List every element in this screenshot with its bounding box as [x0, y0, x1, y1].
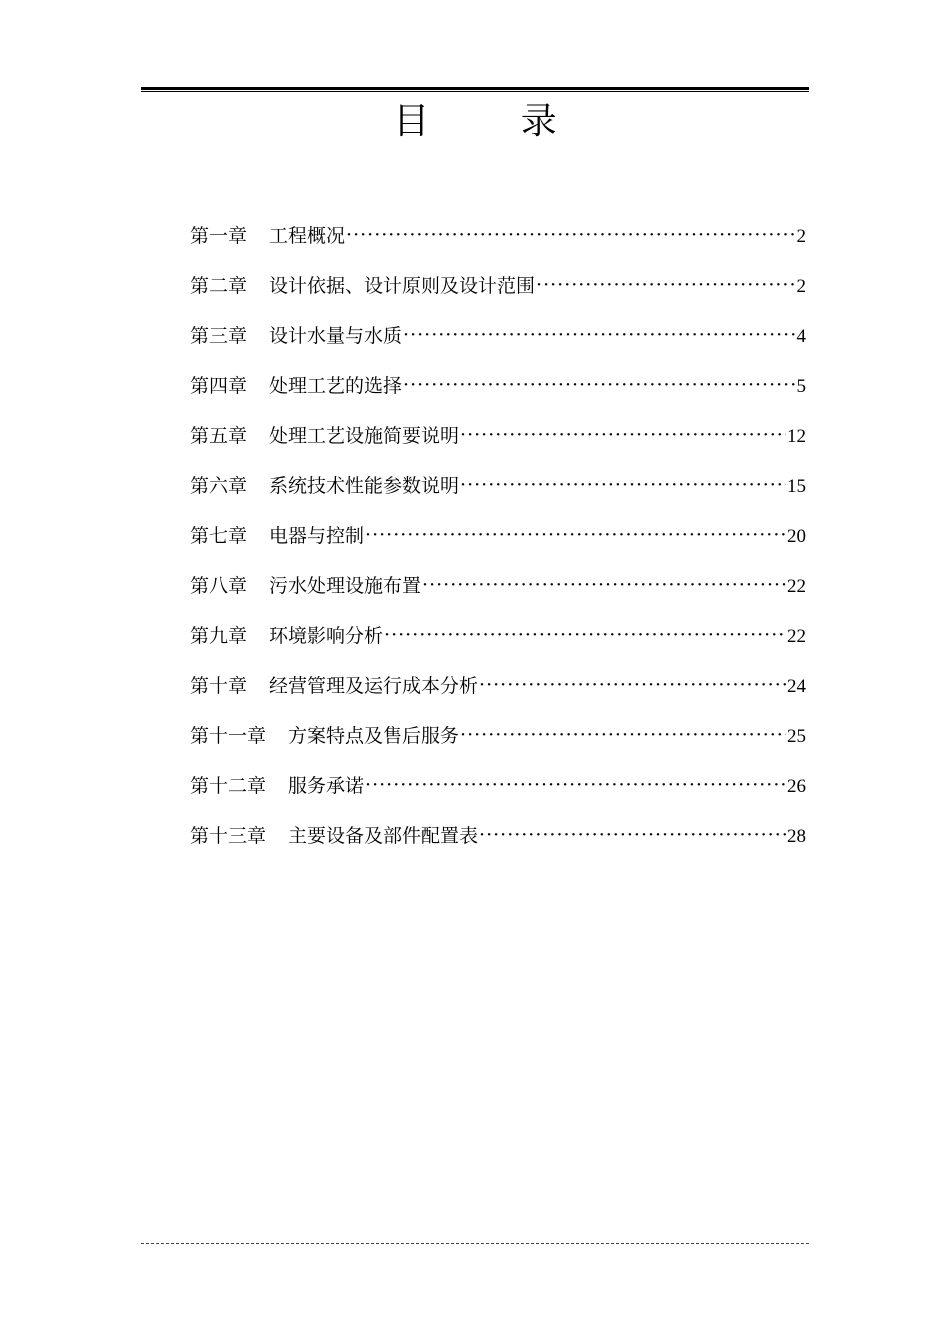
toc-entry[interactable]	[190, 820, 806, 870]
toc-chapter-title: 环境影响分析	[269, 625, 384, 647]
toc-chapter-number: 第七章	[190, 525, 248, 547]
toc-chapter-number: 第四章	[190, 375, 248, 397]
toc-leader-dots	[536, 269, 795, 301]
toc-page-number: 5	[796, 376, 806, 397]
toc-chapter-title: 经营管理及运行成本分析	[269, 675, 479, 697]
toc-page-number: 25	[787, 726, 806, 747]
toc-chapter-title: 处理工艺的选择	[269, 375, 403, 397]
toc-entry[interactable]	[190, 220, 806, 270]
toc-chapter-title: 设计水量与水质	[269, 325, 403, 347]
toc-chapter-title: 主要设备及部件配置表	[288, 825, 479, 847]
toc-leader-dots	[422, 569, 786, 601]
toc-leader-dots	[479, 819, 786, 851]
toc-chapter-number: 第三章	[190, 325, 248, 347]
toc-heading: 目 录	[393, 101, 597, 142]
toc-chapter-number: 第十章	[190, 675, 248, 697]
toc-entry[interactable]	[190, 670, 806, 720]
toc-chapter-number: 第八章	[190, 575, 248, 597]
toc-entry[interactable]	[190, 470, 806, 520]
toc-page-number: 12	[787, 426, 806, 447]
toc-page-number: 4	[796, 326, 806, 347]
toc-leader-dots	[403, 369, 795, 401]
toc-entry[interactable]	[190, 270, 806, 320]
toc-entry[interactable]	[190, 370, 806, 420]
toc-leader-dots	[365, 519, 786, 551]
toc-chapter-number: 第二章	[190, 275, 248, 297]
toc-leader-dots	[403, 319, 795, 351]
toc-leader-dots	[460, 469, 786, 501]
toc-chapter-number: 第六章	[190, 475, 248, 497]
toc-chapter-title: 电器与控制	[269, 525, 365, 547]
toc-page-number: 15	[787, 476, 806, 497]
toc-leader-dots	[384, 619, 786, 651]
toc-chapter-title: 设计依据、设计原则及设计范围	[269, 275, 536, 297]
toc-page-number: 22	[787, 576, 806, 597]
toc-page-number: 26	[787, 776, 806, 797]
header-double-rule	[141, 87, 809, 92]
toc-page-number: 2	[796, 276, 806, 297]
toc-page-number: 20	[787, 526, 806, 547]
toc-entry[interactable]	[190, 770, 806, 820]
toc-page-number: 24	[787, 676, 806, 697]
toc-chapter-title: 污水处理设施布置	[269, 575, 422, 597]
toc-entry[interactable]	[190, 620, 806, 670]
toc-chapter-number: 第五章	[190, 425, 248, 447]
toc-chapter-title: 处理工艺设施简要说明	[269, 425, 460, 447]
toc-entry[interactable]	[190, 420, 806, 470]
toc-entry[interactable]	[190, 320, 806, 370]
toc-leader-dots	[365, 769, 786, 801]
toc-page-number: 28	[787, 826, 806, 847]
toc-leader-dots	[479, 669, 786, 701]
toc-chapter-title: 服务承诺	[288, 775, 365, 797]
footer-dashed-rule	[141, 1243, 809, 1244]
toc-leader-dots	[460, 719, 786, 751]
toc-chapter-number: 第九章	[190, 625, 248, 647]
toc-leader-dots	[460, 419, 786, 451]
toc-chapter-title: 系统技术性能参数说明	[269, 475, 460, 497]
toc-page-number: 2	[796, 226, 806, 247]
toc-chapter-number: 第十三章	[190, 825, 267, 847]
toc-chapter-number: 第十二章	[190, 775, 267, 797]
table-of-contents	[190, 220, 806, 870]
toc-chapter-number: 第十一章	[190, 725, 267, 747]
toc-chapter-title: 工程概况	[269, 225, 346, 247]
toc-page-number: 22	[787, 626, 806, 647]
toc-chapter-title: 方案特点及售后服务	[288, 725, 460, 747]
toc-entry[interactable]	[190, 720, 806, 770]
toc-entry[interactable]	[190, 520, 806, 570]
toc-chapter-number: 第一章	[190, 225, 248, 247]
toc-leader-dots	[346, 219, 795, 251]
toc-entry[interactable]	[190, 570, 806, 620]
